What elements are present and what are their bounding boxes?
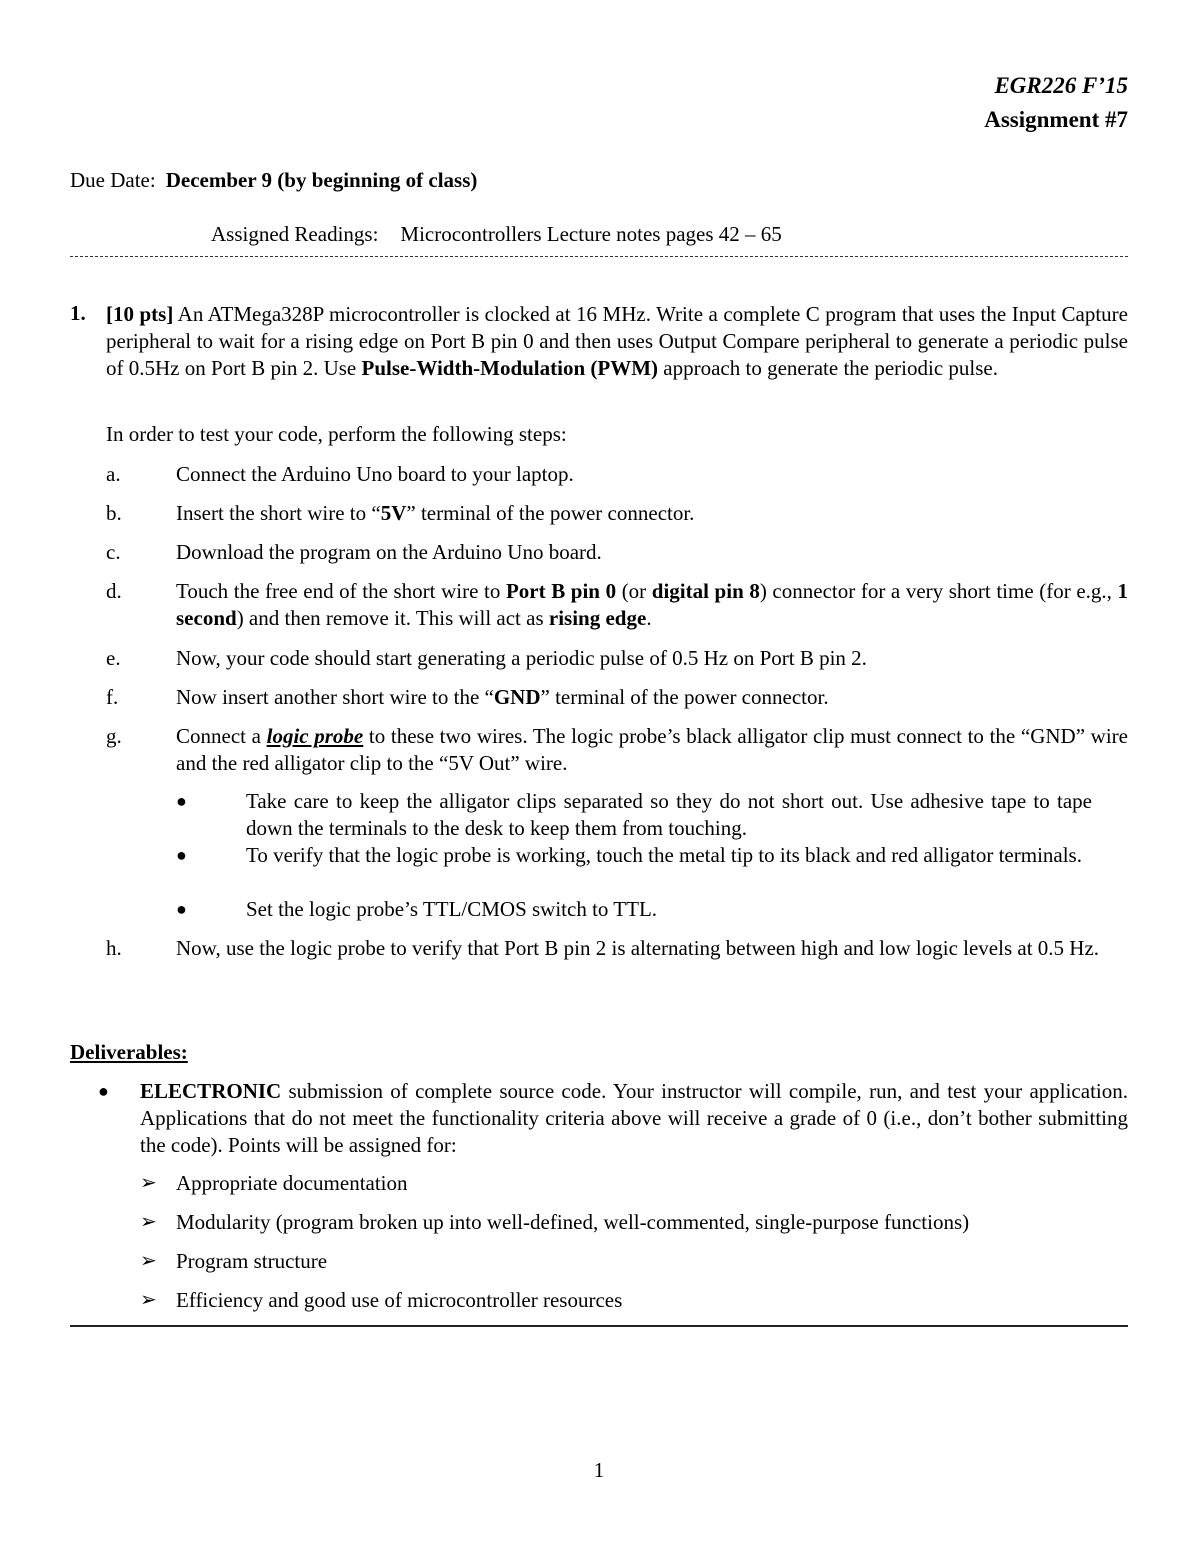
step-text: Now, your code should start generating a periodic pulse of 0.5 Hz on Port B pin 2.: [176, 646, 867, 670]
bullet-dot-icon: ●: [176, 845, 187, 865]
step-text-bold: GND: [493, 685, 541, 709]
deliverables-bullet: [70, 1078, 1128, 1159]
question-1: [70, 301, 1128, 382]
step-text-bold: 1 second: [176, 579, 1128, 630]
step-letter: f.: [106, 685, 119, 709]
step-text-bold: 5V: [380, 501, 407, 525]
deliverables-text: [140, 1078, 1128, 1159]
step-text: Now, use the logic probe to verify that Port B pin 2 is alternating between high and low logic levels at 0.5 Hz.: [176, 936, 1100, 960]
question-text-part-2: approach to generate the periodic pulse.: [658, 356, 998, 380]
logic-probe-term: logic probe: [266, 724, 364, 748]
step-letter: d.: [106, 579, 122, 603]
criteria-text: Appropriate documentation: [176, 1171, 408, 1195]
criteria-text: Modularity (program broken up into well-defined, well-commented, single-purpose functions): [176, 1210, 970, 1234]
step-e: [106, 645, 1128, 672]
step-text-bold: rising edge: [548, 606, 647, 630]
readings-label: Assigned Readings:: [211, 222, 379, 246]
arrow-bullet-icon: ➢: [140, 1211, 157, 1233]
criteria-item: [140, 1287, 1128, 1314]
step-text-part: .: [646, 606, 652, 630]
arrow-bullet-icon: ➢: [140, 1289, 157, 1311]
step-letter: h.: [106, 936, 122, 960]
deliverables-heading: Deliverables:: [70, 1040, 188, 1064]
step-a: [106, 461, 1128, 488]
solid-divider: [70, 1325, 1128, 1327]
due-date-label: Due Date:: [70, 168, 156, 192]
step-text-part: Connect a: [176, 724, 267, 748]
pwm-term: Pulse-Width-Modulation (PWM): [361, 356, 659, 380]
question-text-part-1: An ATMega328P microcontroller is clocked at 16 MHz. Write a complete C program that uses the Input Capture peripheral to wait for a rising edge on Port B pin 0 and then uses Output Compare peripheral to generate a periodic pulse of 0.5Hz on Port B pin 2. Use: [106, 302, 1128, 380]
bullet-dot-icon: ●: [98, 1081, 109, 1101]
step-text-part: (or: [616, 579, 652, 603]
step-text: Download the program on the Arduino Uno board.: [176, 540, 602, 564]
step-text: [176, 723, 1128, 777]
arrow-bullet-icon: ➢: [140, 1172, 157, 1194]
bullet-dot-icon: ●: [176, 899, 187, 919]
document-page: [70, 0, 1128, 1553]
question-points: [10 pts]: [106, 302, 174, 326]
electronic-term: ELECTRONIC: [140, 1079, 282, 1103]
probe-bullet: [176, 896, 1092, 923]
step-text: [176, 500, 1128, 527]
criteria-item: [140, 1170, 1128, 1197]
bullet-text: Take care to keep the alligator clips separated so they do not short out. Use adhesive tape to tape down the terminals to the desk to keep them from touching.: [246, 789, 1092, 840]
readings-value: Microcontrollers Lecture notes pages 42 – 65: [400, 222, 782, 246]
criteria-text: Efficiency and good use of microcontroller resources: [176, 1288, 623, 1312]
assignment-header: Assignment #7: [984, 107, 1128, 132]
step-text-part: ” terminal of the power connector.: [540, 685, 829, 709]
step-f: [106, 684, 1128, 711]
step-text: Connect the Arduino Uno board to your laptop.: [176, 462, 574, 486]
criteria-item: [140, 1248, 1128, 1275]
bullet-dot-icon: ●: [176, 791, 187, 811]
step-g: [106, 723, 1128, 777]
course-header: EGR226 F’15: [994, 73, 1128, 98]
step-text: [176, 684, 1128, 711]
step-h: [106, 935, 1128, 962]
dashed-divider: [70, 256, 1128, 257]
deliverables-text-part: submission of complete source code. Your instructor will compile, run, and test your application. Applications that do not meet the functionality criteria above will receive a grade of 0 (i.e., don’t bother submitting the code). Points will be assigned for:: [140, 1079, 1128, 1157]
step-text-part: ) and then remove it. This will act as: [236, 606, 549, 630]
bullet-text: To verify that the logic probe is working, touch the metal tip to its black and red alligator terminals.: [246, 843, 1082, 867]
due-date-value: December 9 (by beginning of class): [165, 168, 478, 192]
step-letter: c.: [106, 540, 121, 564]
criteria-item: [140, 1209, 1128, 1236]
step-letter: e.: [106, 646, 121, 670]
step-letter: a.: [106, 462, 121, 486]
step-text-part: to these two wires. The logic probe’s black alligator clip must connect to the “GND” wire and the red alligator clip to the “5V Out” wire.: [176, 724, 1128, 775]
step-text-part: Touch the free end of the short wire to: [176, 579, 506, 603]
assigned-readings: [211, 222, 782, 247]
step-text: [176, 578, 1128, 632]
probe-bullet: [176, 842, 1092, 869]
step-text-bold: Port B pin 0: [505, 579, 617, 603]
step-b: [106, 500, 1128, 527]
page-number: 1: [593, 1458, 605, 1482]
step-text-part: ” terminal of the power connector.: [406, 501, 695, 525]
question-number: 1.: [70, 301, 86, 325]
steps-intro: In order to test your code, perform the following steps:: [106, 422, 567, 446]
bullet-text: Set the logic probe’s TTL/CMOS switch to TTL.: [246, 897, 658, 921]
step-d: [106, 578, 1128, 632]
step-text-bold: digital pin 8: [651, 579, 760, 603]
step-letter: g.: [106, 724, 122, 748]
step-text-part: Now insert another short wire to the “: [176, 685, 494, 709]
step-text-part: Insert the short wire to “: [176, 501, 381, 525]
due-date: [70, 168, 477, 193]
step-letter: b.: [106, 501, 122, 525]
question-text: [106, 301, 1128, 382]
probe-bullet: [176, 788, 1092, 842]
step-c: [106, 539, 1128, 566]
step-text-part: ) connector for a very short time (for e.g.,: [759, 579, 1118, 603]
criteria-text: Program structure: [176, 1249, 328, 1273]
arrow-bullet-icon: ➢: [140, 1250, 157, 1272]
